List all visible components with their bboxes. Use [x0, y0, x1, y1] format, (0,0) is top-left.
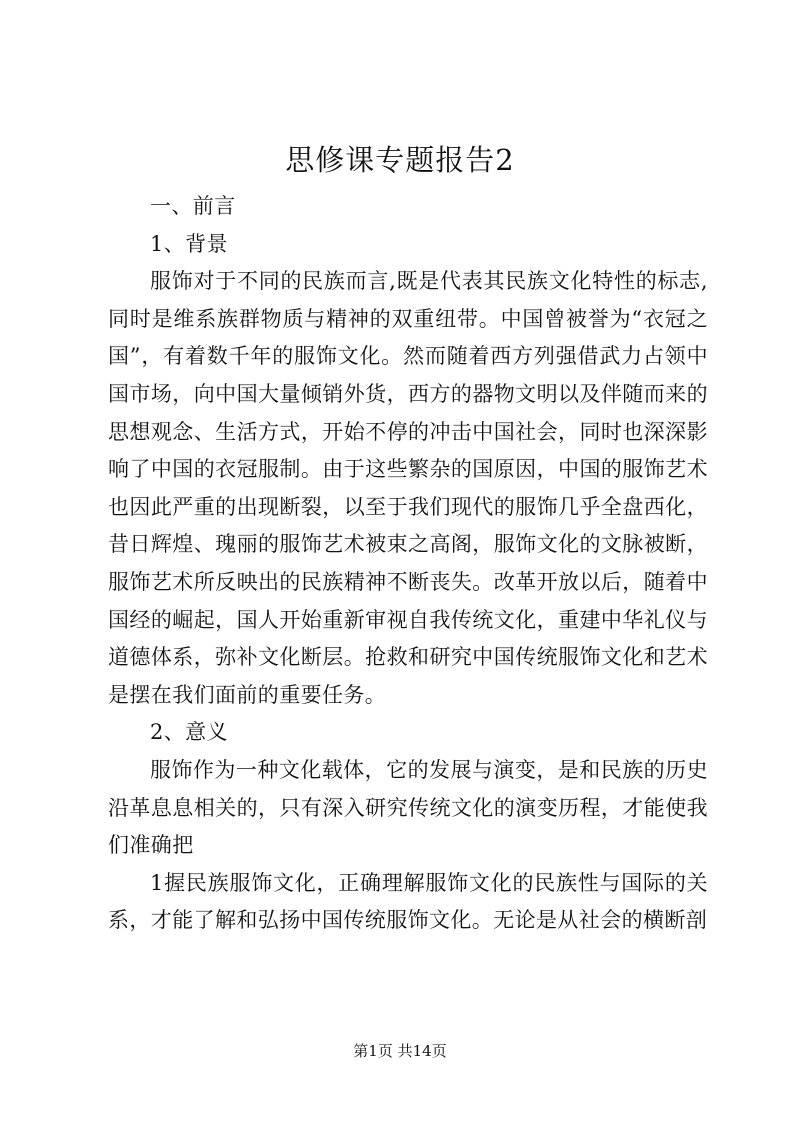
page-footer: 第1页 共14页 [353, 1042, 447, 1060]
subsection-heading-significance: 2、意义 [150, 720, 228, 745]
paragraph-significance: 服饰作为一种文化载体，它的发展与演变，是和民族的历史沿革息息相关的，只有深入研究传统文化的演变历程，才能使我们准确把 [108, 757, 708, 858]
document-title: 思修课专题报告2 [285, 143, 515, 177]
paragraph-background: 服饰对于不同的民族而言,既是代表其民族文化特性的标志,同时是维系族群物质与精神的双重纽带。中国曾被誉为“衣冠之国”，有着数千年的服饰文化。然而随着西方列强借武力占领中国市场，向中国大量倾销外货，西方的器物文明以及伴随而来的思想观念、生活方式，开始不停的冲击中国社会，同时也深深影响了中国的衣冠服制。由于这些繁杂的国原因，中国的服饰艺术也因此严重的出现断裂，以至于我们现代的服饰几乎全盘西化，昔日辉煌、瑰丽的服饰艺术被束之高阁，服饰文化的文脉被断，服饰艺术所反映出的民族精神不断丧失。改革开放以后，随着中国经的崛起，国人开始重新审视自我传统文化，重建中华礼仪与道德体系，弥补文化断层。抢救和研究中国传统服饰文化和艺术是摆在我们面前的重要任务。 [108, 269, 708, 707]
section-heading-preface: 一、前言 [150, 194, 236, 218]
document-body [108, 188, 708, 940]
subsection-heading-background: 1、背景 [150, 231, 228, 256]
paragraph-continuation: 1握民族服饰文化，正确理解服饰文化的民族性与国际的关系，才能了解和弘扬中国传统服饰文化。无论是从社会的横断剖 [108, 870, 708, 933]
